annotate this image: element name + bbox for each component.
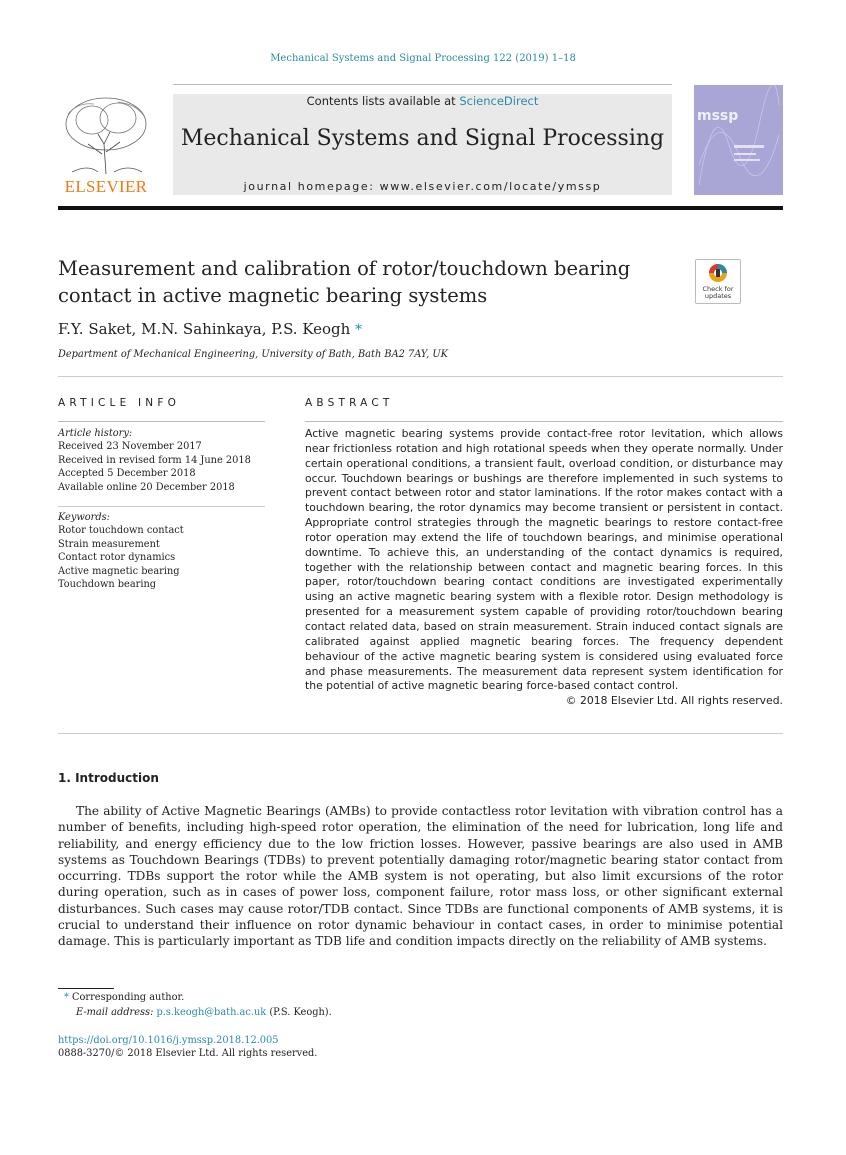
email-suffix: (P.S. Keogh). [266,1007,332,1018]
homepage-url[interactable]: www.elsevier.com/locate/ymssp [379,180,602,193]
email-label: E-mail address: [76,1007,154,1018]
keywords [58,511,265,591]
footnote-mark: * [64,992,69,1003]
abstract-label: ABSTRACT [305,397,394,409]
affiliation: Department of Mechanical Engineering, University of Bath, Bath BA2 7AY, UK [58,349,448,360]
keyword-item: Active magnetic bearing [58,565,180,577]
email-link[interactable]: p.s.keogh@bath.ac.uk [156,1007,267,1018]
header-divider [58,206,783,210]
journal-title: Mechanical Systems and Signal Processing [180,126,665,151]
keyword-item: Strain measurement [58,538,160,550]
authors-text: F.Y. Saket, M.N. Sahinkaya, P.S. Keogh [58,320,351,338]
journal-reference[interactable]: Mechanical Systems and Signal Processing 122 (2019) 1–18 [270,53,576,64]
keyword-item: Contact rotor dynamics [58,552,176,564]
abstract-copyright: © 2018 Elsevier Ltd. All rights reserved. [565,694,783,707]
keywords-rule [58,506,265,507]
doi-link[interactable]: https://doi.org/10.1016/j.ymssp.2018.12.005 [58,1035,279,1046]
homepage-prefix: journal homepage: [243,180,380,193]
abstract-divider [58,733,783,734]
article-history [58,427,265,494]
article-title: Measurement and calibration of rotor/touchdown bearing contact in active magnetic bearing systems [58,257,631,307]
corresponding-author-mark[interactable]: * [355,322,363,338]
author-list [58,320,362,338]
abstract-text: Active magnetic bearing systems provide contact-free rotor levitation, which allows near frictionless rotation and high rotational speeds when they operate normally. Under certain operational conditions, a transient fault, overload condition, or disturbance may occur. Touchdown bearings or bushings are therefore implemented in such systems to prevent contact between rotor and stator laminations. If the rotor makes contact with a touchdown bearing, the rotor dynamics may become transient or persistent in contact. Appropriate control strategies through the magnetic bearings to restore contact-free rotor operation may extend the life of touchdown bearings, and minimise operational downtime. To achieve this, an understanding of the contact dynamics is required, together with the relationship between contact and magnetic bearing forces. In this paper, rotor/touchdown bearing contact conditions are investigated experimentally using an active magnetic bearing system with a flexible rotor. Design methodology is presented for a measurement system capable of providing rotor/touchdown bearing contact related data, based on strain measurement. Strain induced contact signals are calibrated against applied magnetic bearing forces. The frequency dependent behaviour of the active magnetic bearing system is considered using evaluated force and phase measurements. The measurement data represent system identification for the potential of active magnetic bearing force-based contact control. [305,427,783,693]
journal-homepage [173,180,672,193]
keyword-item: Touchdown bearing [58,579,157,591]
footnote-email [76,1006,332,1020]
contents-prefix: Contents lists available at [306,94,460,108]
footnote-rule [58,988,114,989]
corresponding-text: Corresponding author. [72,992,185,1003]
history-item: Received 23 November 2017 [58,441,202,453]
sciencedirect-link[interactable]: ScienceDirect [459,94,539,108]
article-info-rule [58,421,265,422]
title-divider [58,376,783,377]
keyword-item: Rotor touchdown contact [58,525,184,537]
issn-copyright: 0888-3270/© 2018 Elsevier Ltd. All rights reserved. [58,1048,318,1059]
check-updates-label: Check for updates [702,285,734,300]
article-info-label: ARTICLE INFO [58,397,181,409]
history-item: Received in revised form 14 June 2018 [58,454,251,466]
abstract-rule [305,421,783,422]
introduction-paragraph: The ability of Active Magnetic Bearings (AMBs) to provide contactless rotor levitation with vibration control has a number of benefits, including high-speed rotor operation, the elimination of the need for lubrication, long life and reliability, and energy efficiency due to the low friction losses. However, passive bearings are also used in AMB systems as Touchdown Bearings (TDBs) to prevent potentially damaging rotor/magnetic bearing stator contact from occurring. TDBs support the rotor while the AMB system is not operating, but also limit excursions of the rotor during operation, such as in cases of power loss, component failure, rotor mass loss, or other significant external disturbances. Such cases may cause rotor/TDB contact. Since TDBs are functional components of AMB systems, it is crucial to understand their influence on rotor dynamic behaviour in contact cases, in order to minimise potential damage. This is particularly important as TDB life and condition impacts directly on the reliability of AMB systems. [58,804,783,949]
check-updates-icon [696,260,740,288]
footnote-corresponding [64,991,184,1005]
elsevier-tree-logo[interactable] [58,94,154,176]
keywords-label: Keywords: [58,512,110,523]
cover-title: mssp [697,108,739,124]
history-item: Available online 20 December 2018 [58,481,235,493]
contents-line [173,94,672,108]
elsevier-wordmark: ELSEVIER [64,177,148,196]
section-heading-introduction: 1. Introduction [58,771,159,785]
history-label: Article history: [58,428,133,439]
journal-cover-thumbnail[interactable] [694,85,783,195]
header-rule [173,84,672,85]
history-item: Accepted 5 December 2018 [58,468,196,480]
